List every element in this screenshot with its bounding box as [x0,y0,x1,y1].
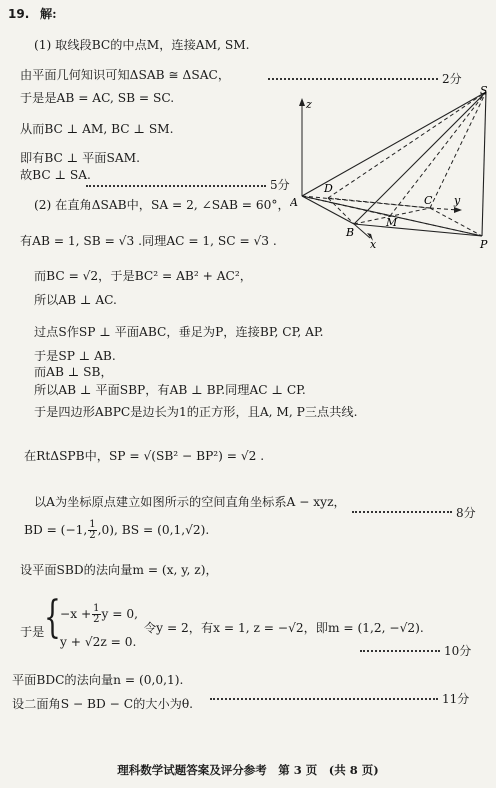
point-label-a: A [290,196,298,209]
system-prefix: 于是 [20,625,45,639]
score-2: 2分 [442,72,462,86]
fraction-one-half-2: $\frac{1}{2}$ [93,603,100,625]
part2-line9: 于是四边形ABPC是边长为1的正方形，且A, M, P三点共线. [34,405,358,419]
point-label-p: P [480,238,488,250]
part2-line7: 而AB ⊥ SB， [34,365,113,379]
part2-line14: 平面BDC的法向量n = (0,0,1). [12,673,184,687]
score-5: 5分 [270,178,290,192]
part2-line8: 所以AB ⊥ 平面SBP，有AB ⊥ BP.同理AC ⊥ CP. [34,383,306,397]
score-leader-8 [352,511,452,513]
solve-label: 解: [40,7,57,21]
point-label-c: C [424,194,433,207]
part2-line5: 过点S作SP ⊥ 平面ABC，垂足为P，连接BP, CP, AP. [34,325,324,339]
vector-bd-bs-b: ,0), BS = (0,1,√2). [97,523,210,537]
point-label-d: D [324,182,333,195]
part2-line13: 设平面SBD的法向量m = (x, y, z)， [20,563,218,577]
part1-line3: 于是是AB = AC, SB = SC. [20,91,175,105]
part2-line4: 所以AB ⊥ AC. [34,293,117,307]
system-tail: 令y = 2，有x = 1, z = −√2，即m = (1,2, −√2). [144,621,424,635]
system-brace: { [44,592,61,643]
axis-label-z: z [306,98,312,111]
score-leader-11 [210,698,438,700]
part1-line5: 即有BC ⊥ 平面SAM. [20,151,140,165]
score-11: 11分 [442,692,470,706]
score-10: 10分 [444,644,472,658]
part2-line1: (2) 在直角ΔSAB中，SA = 2, ∠SAB = 60°， [34,198,290,212]
score-leader-5 [86,185,266,187]
system-row-1: −x + $\frac{1}{2}$ y = 0, [60,603,139,625]
fraction-one-half: $\frac{1}{2}$ [89,519,96,541]
vector-bd-bs-a: BD = (−1, [24,523,88,537]
score-leader-2 [268,78,438,80]
part2-line2: 有AB = 1, SB = √3 .同理AC = 1, SC = √3 . [20,234,277,248]
part2-line11: 以A为坐标原点建立如图所示的空间直角坐标系A − xyz， [34,495,346,509]
part2-line6: 于是SP ⊥ AB. [34,349,116,363]
part2-line10: 在RtΔSPB中，SP = √(SB² − BP²) = √2 . [24,449,265,463]
page-footer: 理科数学试题答案及评分参考 第 3 页 (共 8 页) [117,763,379,777]
point-label-m: M [386,216,398,229]
axis-label-y: y [454,194,461,207]
system-row-2: y + √2z = 0. [60,635,137,649]
point-label-b: B [346,226,355,239]
part1-line6: 故BC ⊥ SA. [20,168,91,182]
part1-line1: (1) 取线段BC的中点M，连接AM, SM. [34,38,250,52]
score-leader-10 [360,650,440,652]
problem-number: 19. [8,7,30,21]
part2-line12 [24,520,209,541]
part1-line4: 从而BC ⊥ AM, BC ⊥ SM. [20,122,174,136]
part2-line3: 而BC = √2，于是BC² = AB² + AC²， [34,269,252,283]
axis-label-x: x [370,238,377,250]
score-8: 8分 [456,506,476,520]
point-label-s: S [480,84,488,97]
part2-line15: 设二面角S − BD − C的大小为θ. [12,697,194,711]
geometry-figure [290,84,494,250]
part1-line2: 由平面几何知识可知ΔSAB ≅ ΔSAC， [20,68,231,82]
